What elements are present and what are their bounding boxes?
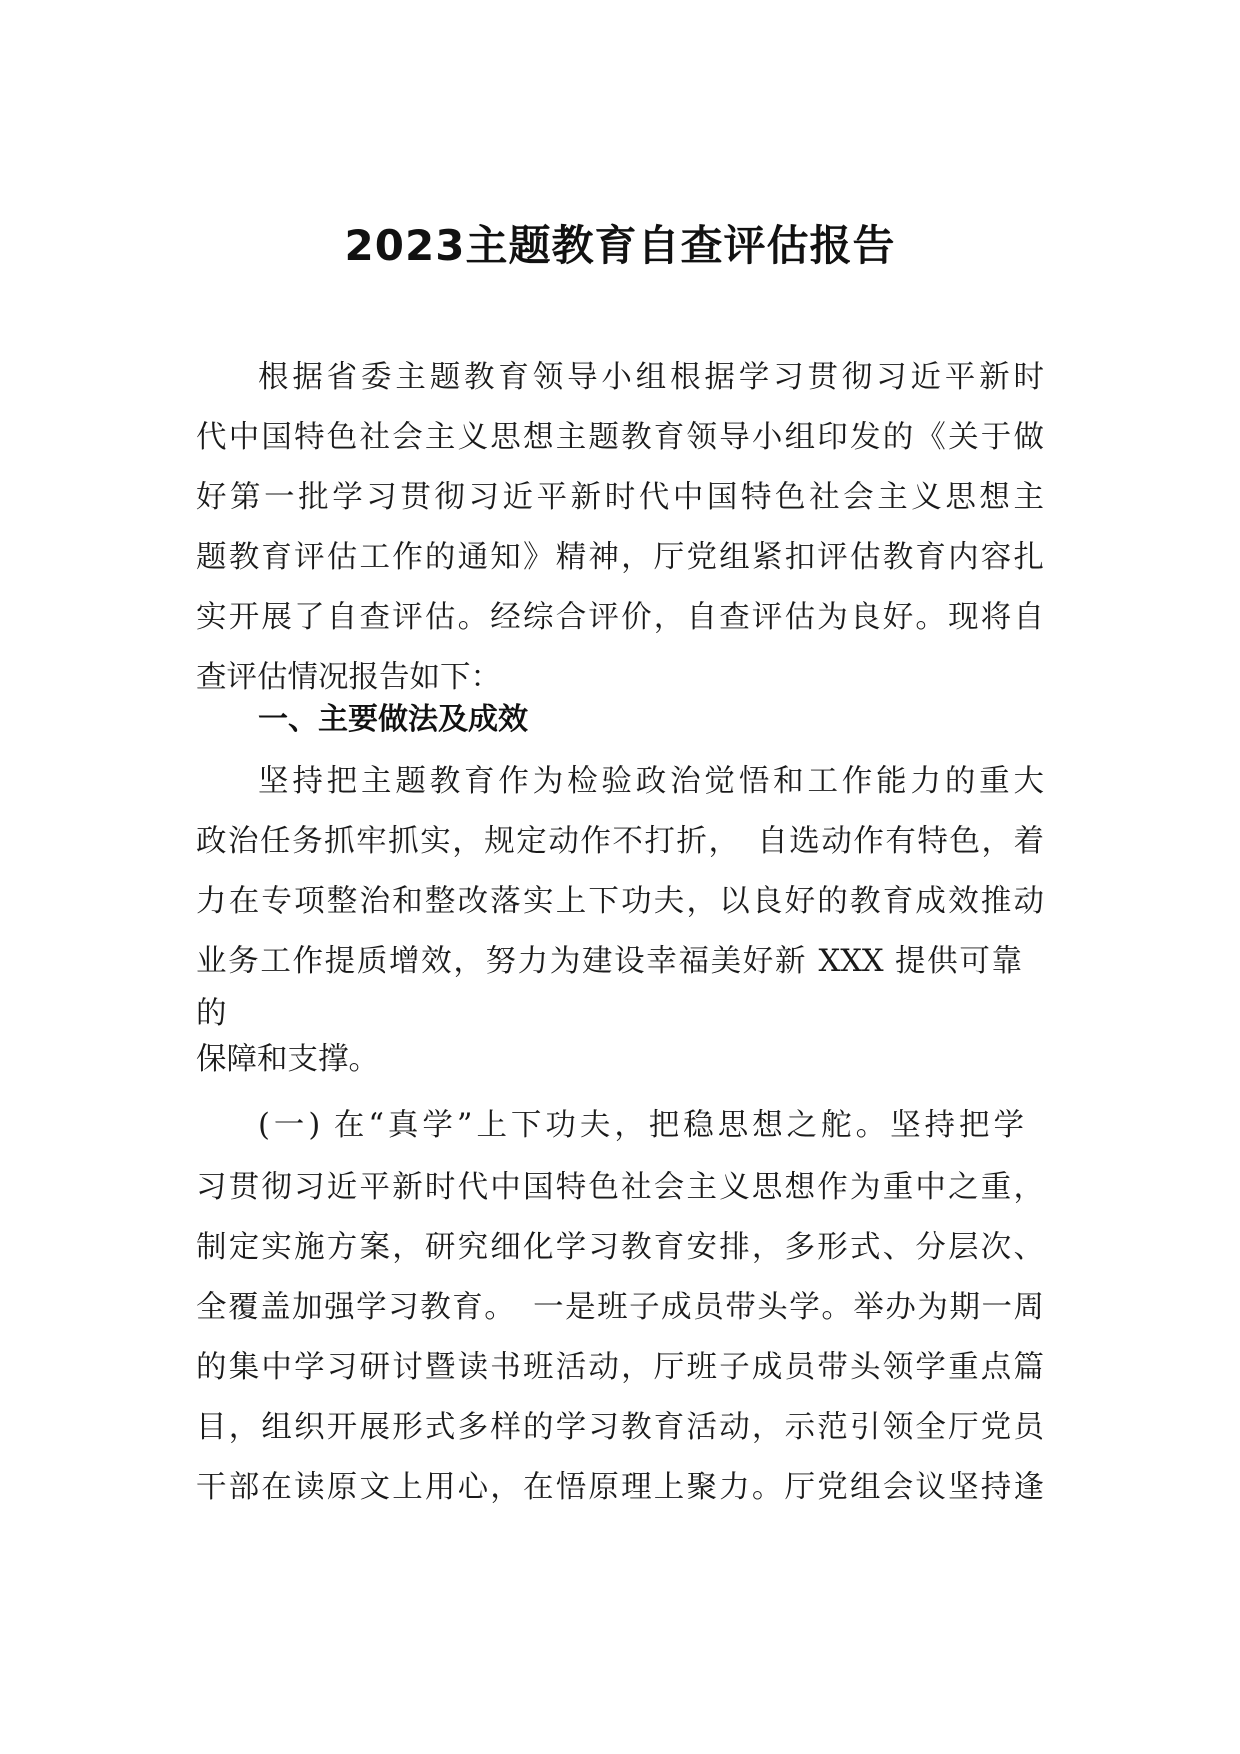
section-heading: 一、主要做法及成效 [258, 702, 528, 737]
paragraph-line: 代中国特色社会主义思想主题教育领导小组印发的《关于做 [196, 420, 1044, 455]
paragraph-line: 目，组织开展形式多样的学习教育活动，示范引领全厅党员 [196, 1410, 1044, 1445]
paragraph-line: 全覆盖加强学习教育。 一是班子成员带头学。举办为期一周 [196, 1290, 1044, 1325]
paragraph-line: 保障和支撑。 [196, 1042, 379, 1077]
paragraph-line: 业务工作提质增效，努力为建设幸福美好新 XXX 提供可靠 [196, 944, 1022, 979]
paragraph-line: 习贯彻习近平新时代中国特色社会主义思想作为重中之重， [196, 1170, 1044, 1205]
paragraph-line: 根据省委主题教育领导小组根据学习贯彻习近平新时 [258, 360, 1044, 395]
paragraph-line: 坚持把主题教育作为检验政治觉悟和工作能力的重大 [258, 764, 1044, 799]
paragraph-line: 好第一批学习贯彻习近平新时代中国特色社会主义思想主 [196, 480, 1044, 515]
paragraph-line: 的 [196, 996, 227, 1031]
paragraph-line: (一) 在“真学”上下功夫，把稳思想之舵。坚持把学 [258, 1108, 1024, 1143]
paragraph-line: 实开展了自查评估。经综合评价，自查评估为良好。现将自 [196, 600, 1044, 635]
paragraph-line: 力在专项整治和整改落实上下功夫，以良好的教育成效推动 [196, 884, 1044, 919]
paragraph-line: 政治任务抓牢抓实，规定动作不打折， 自选动作有特色，着 [196, 824, 1044, 859]
paragraph-line: 的集中学习研讨暨读书班活动，厅班子成员带头领学重点篇 [196, 1350, 1044, 1385]
paragraph-line: 题教育评估工作的通知》精神，厅党组紧扣评估教育内容扎 [196, 540, 1044, 575]
paragraph-line: 干部在读原文上用心，在悟原理上聚力。厅党组会议坚持逢 [196, 1470, 1044, 1505]
paragraph-line: 查评估情况报告如下： [196, 660, 501, 695]
document-title: 2023主题教育自查评估报告 [344, 221, 896, 270]
paragraph-line: 制定实施方案，研究细化学习教育安排，多形式、分层次、 [196, 1230, 1044, 1265]
